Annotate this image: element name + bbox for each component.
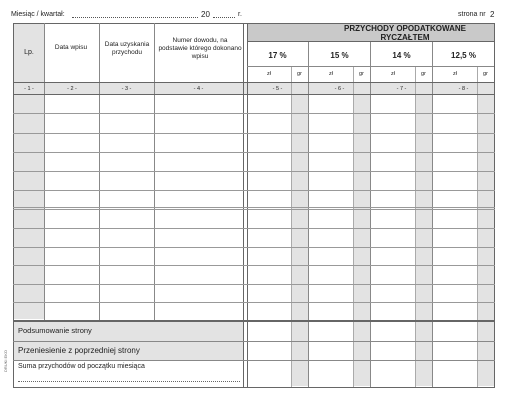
income-header: PRZYCHODY OPODATKOWANE RYCZAŁTEM [344,23,466,42]
footer-line-2 [13,360,495,361]
rate-17: 17 % [268,50,287,60]
numbers-row-top [13,82,495,83]
grid-right-border [494,23,495,388]
row-line-10 [13,284,495,285]
col-num-4: - 4 - [193,85,204,92]
grid-bottom-border [13,387,495,388]
page-sum-label: Podsumowanie strony [18,326,92,335]
gr-shade-2 [353,95,370,386]
col-divider-doc [243,23,244,387]
zl-label-4: zł [453,70,457,77]
col-num-8: - 8 - [458,85,469,92]
col-divider-7-8 [432,41,433,387]
row-line-3 [13,152,495,153]
zl-label-1: zł [267,70,271,77]
date-income-header: Data uzyskania przychodu [104,41,150,56]
doc-number-header: Numer dowodu, na podstawie którego dokonano wpisu [158,37,242,60]
row-line-5 [13,190,495,191]
page-label: strona nr [458,11,486,18]
row-line-2 [13,133,495,134]
gr-divider-1 [291,66,292,387]
footer-top-line [13,320,495,322]
zl-label-2: zł [329,70,333,77]
gr-shade-3 [415,95,432,386]
grid-left-border [13,23,14,387]
row-line-7 [13,228,495,229]
year-field[interactable] [213,17,235,18]
col-divider-date-income [154,23,155,321]
footer-line-1 [13,341,495,342]
row-line-8 [13,247,495,248]
lp-header: Lp. [24,49,34,56]
col-divider-date-entry [99,23,100,321]
month-sum-label: Suma przychodów od początku miesiąca [18,363,145,370]
gr-divider-3 [415,66,416,387]
gr-label-2: gr [359,70,364,77]
gr-label-1: gr [297,70,302,77]
period-label: Miesiąc / kwartał: [11,11,65,18]
col-divider-lp [44,23,45,321]
date-entry-header: Data wpisu [54,44,88,51]
gr-divider-4 [477,66,478,387]
col-num-7: - 7 - [396,85,407,92]
month-sum-field[interactable] [18,381,240,382]
grid-top-border [13,23,495,24]
year-suffix: r. [238,11,242,18]
gr-label-3: gr [421,70,426,77]
year-prefix: 20 [201,10,210,19]
row-double-line [13,207,495,208]
col-divider-income-start [247,23,248,387]
side-code: DRUKI EKO [3,349,8,372]
rate-14: 14 % [392,50,411,60]
row-line-6 [13,209,495,210]
row-line-4 [13,171,495,172]
row-line-11 [13,302,495,303]
rate-12-5: 12,5 % [451,50,476,60]
gr-shade-1 [291,95,308,386]
gr-shade-4 [477,95,494,386]
col-divider-5-6 [308,41,309,387]
period-field[interactable] [72,17,198,18]
gr-label-4: gr [483,70,488,77]
row-line-9 [13,265,495,266]
col-num-1: - 1 - [24,85,34,92]
zl-label-3: zł [391,70,395,77]
gr-divider-2 [353,66,354,387]
col-num-2: - 2 - [67,85,77,92]
numbers-row-bottom [13,94,495,95]
rate-15: 15 % [330,50,349,60]
carried-label: Przeniesienie z poprzedniej strony [18,346,140,355]
page-number: 2 [490,10,495,19]
col-num-5: - 5 - [272,85,283,92]
income-header-bottom [247,41,494,42]
col-num-6: - 6 - [334,85,345,92]
rates-bottom [247,66,494,67]
row-line-1 [13,113,495,114]
col-divider-6-7 [370,41,371,387]
col-num-3: - 3 - [121,85,132,92]
